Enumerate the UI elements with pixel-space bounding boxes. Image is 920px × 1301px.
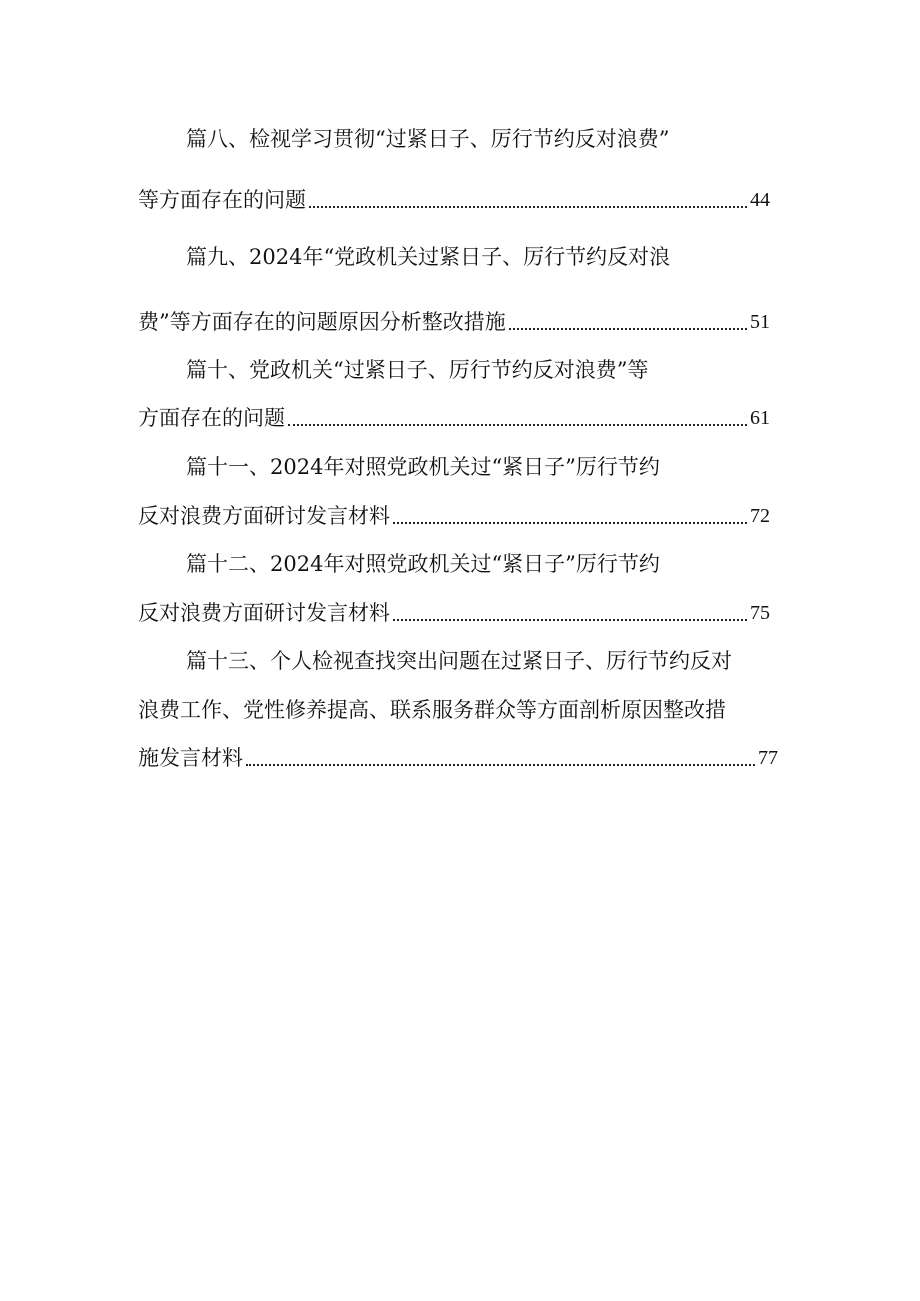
toc-entry-8-title-line1[interactable]: [186, 122, 669, 156]
leader-dots: [309, 206, 747, 208]
toc-entry-text: 篇九、2024年“党政机关过紧日子、厉行节约反对浪: [186, 245, 671, 269]
page-number: 77: [758, 747, 778, 769]
leader-dots: [393, 522, 747, 524]
toc-entry-11-title-line1[interactable]: [186, 450, 660, 484]
toc-entry-text: 篇十、党政机关“过紧日子、厉行节约反对浪费”等: [186, 358, 649, 382]
toc-entry-11-title-line2[interactable]: [138, 499, 770, 533]
toc-entry-text: 篇八、检视学习贯彻“过紧日子、厉行节约反对浪费”: [186, 127, 670, 151]
toc-entry-text: 篇十一、2024年对照党政机关过“紧日子”厉行节约: [186, 455, 660, 479]
toc-entry-text: 费”等方面存在的问题原因分析整改措施: [138, 310, 506, 334]
toc-entry-9-title-line2[interactable]: [138, 305, 770, 339]
toc-entry-13-title-line2[interactable]: [138, 693, 726, 727]
toc-entry-text: 篇十三、个人检视查找突出问题在过紧日子、厉行节约反对: [186, 649, 732, 673]
page-number: 75: [750, 602, 770, 624]
toc-entry-12-title-line2[interactable]: [138, 596, 770, 630]
toc-entry-8-title-line2[interactable]: [138, 183, 770, 217]
toc-entry-text: 等方面存在的问题: [138, 188, 306, 212]
page-number: 51: [750, 311, 770, 333]
toc-entry-text: 施发言材料: [138, 746, 243, 770]
toc-entry-text: 篇十二、2024年对照党政机关过“紧日子”厉行节约: [186, 552, 660, 576]
leader-dots: [246, 764, 755, 766]
toc-entry-text: 反对浪费方面研讨发言材料: [138, 601, 390, 625]
toc-entry-13-title-line1[interactable]: [186, 644, 732, 678]
toc-entry-10-title-line2[interactable]: [138, 401, 770, 435]
leader-dots: [393, 619, 747, 621]
toc-entry-10-title-line1[interactable]: [186, 353, 648, 387]
page-number: 44: [750, 189, 770, 211]
page-number: 61: [750, 407, 770, 429]
page-number: 72: [750, 505, 770, 527]
toc-entry-12-title-line1[interactable]: [186, 547, 660, 581]
leader-dots: [288, 424, 747, 426]
toc-entry-9-title-line1[interactable]: [186, 240, 670, 274]
toc-entry-text: 反对浪费方面研讨发言材料: [138, 504, 390, 528]
leader-dots: [509, 328, 747, 330]
toc-entry-text: 方面存在的问题: [138, 406, 285, 430]
toc-entry-13-title-line3[interactable]: [138, 741, 778, 775]
toc-entry-text: 浪费工作、党性修养提高、联系服务群众等方面剖析原因整改措: [138, 698, 726, 722]
